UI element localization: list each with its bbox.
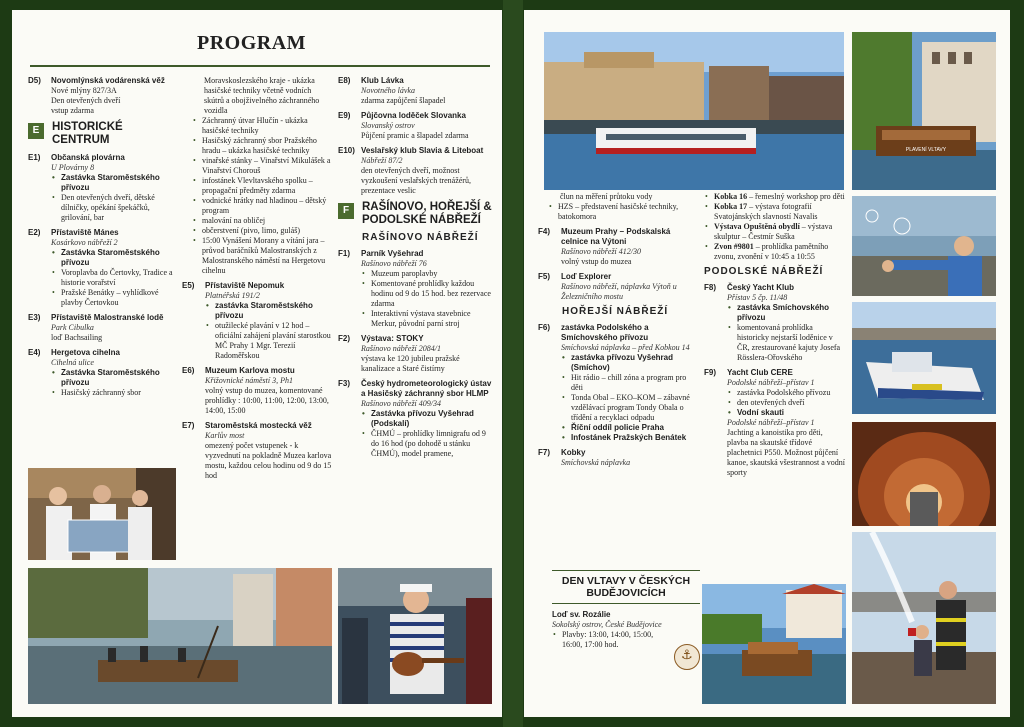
page-title: PROGRAM — [197, 32, 307, 54]
entry-e4-continued: Moravskoslezského kraje - ukázka hasičské techniky včetně vodních skútrů a obojživelného záchranného vozidla • Záchranný útvar Hlučín - ukázka hasičské techniky • Hasičský záchranný sbor Pražského hradu – ukázka hasičské techniky • vinařské stánky – Vinařství Mikulášek a Vinařství Chorouš • infostánek Vlevltavského spolku – propagační předměty zdarma • vodnické hrátky nad hladinou – dětský program • malování na obličej • občerstvení (pivo, limo, guláš) • 15:00 Vynášení Morany a vítání jara – průvod baráčníků Malostranských z Malostranského náměstí na Hergetovu cihelnu — [182, 76, 332, 276]
right-page — [524, 10, 1010, 717]
subsection-rasinovo: RAŠÍNOVO NÁBŘEŽÍ — [362, 232, 479, 243]
photo-sewer-tunnel — [852, 422, 996, 526]
photo-police-boat — [852, 302, 996, 414]
kobka-16-item: • Kobka 16 – řemeslný workshop pro děti — [704, 192, 846, 202]
entry-d5: D5) Novomlýnská vodárenská věž Nové mlýny 827/3A Den otevřených dveří vstup zdarma — [28, 76, 165, 115]
entry-f7: F7) Kobky Smíchovská náplavka — [538, 448, 631, 467]
left-page — [12, 10, 502, 717]
entry-e2: E2) Přístaviště Mánes Kosárkovo nábřeží 2 • Zastávka Staroměstského přívozu • Voroplavba do Čertovky, Tradice a historie vorařství • Pražské Benátky – vyhlídkové plavby Čertovkou — [28, 228, 176, 308]
entry-f6: F6) zastávka Podolského a Smíchovského přívozu Smíchovská náplavka – před Kobkou 14 • zastávka přívozu Vyšehrad (Smíchov) • Hit rádio – chill zóna a program pro děti • Tonda Obal – EKO–KOM – zábavné vzdělávací program Tondy Obala o třídění a recyklaci odpadu • Říční oddíl policie Praha • Infostánek Pražských Benátek — [538, 323, 698, 443]
subsection-horejsi: HOŘEJŠÍ NÁBŘEŽÍ — [562, 306, 669, 317]
entry-e10: E10) Veslařský klub Slavia & Liteboat Nábřeží 87/2 den otevřených dveří, možnost vyzkoušení veslařských trenážérů, prezentace veslic — [338, 146, 484, 195]
section-e-heading: E HISTORICKÉ CENTRUM — [28, 121, 176, 147]
exhibition-item: • Výstava Opuštěná obydlí – výstava skulptur – Čestmír Suška — [704, 222, 846, 242]
photo-fire-rescue-team — [28, 468, 176, 560]
photo-boat-plaveni-vltavy — [852, 32, 996, 190]
bell-item: • Zvon #9801 – prohlídka pamětního zvonu, zvonění v 10:45 a 10:55 — [704, 242, 846, 262]
photo-child-with-bubbles — [852, 196, 996, 296]
entry-f3-continued: člun na měření průtoku vody • HZS – představení hasičské techniky, batokomora — [538, 192, 698, 222]
kobky-list — [704, 192, 846, 262]
photo-raft-on-certovka — [28, 568, 332, 704]
book-spine — [503, 0, 523, 727]
left-column-2 — [182, 76, 332, 486]
entry-f3: F3) Český hydrometeorologický ústav a Hasičský záchranný sbor HLMP Rašínovo nábřeží 409/34 • Zastávka přívozu Vyšehrad (Podskalí) • ČHMÚ – prohlídky limnigrafu od 9 do 16 hod (po dohodě u stánku ČHMÚ), model pramene, — [338, 379, 492, 459]
entry-e7: E7) Staroměstská mostecká věž Karlův most omezený počet vstupenek - k vyzvednutí na pokladně Muzea karlova mostu, každou celou hodinu od 9 do 15 hod — [182, 421, 332, 480]
entry-e4: E4) Hergetova cihelna Cihelná ulice • Zastávka Staroměstského přívozu • Hasičský záchranný sbor — [28, 348, 176, 398]
anchor-icon — [674, 644, 700, 670]
entry-e6: E6) Muzeum Karlova mostu Křižovnické náměstí 3, Ph1 volný vstup do muzea, komentované prohlídky : 10:00, 11:00, 12:00, 13:00, 14:00, 15:00 — [182, 366, 329, 415]
entry-f1: F1) Parník Vyšehrad Rašínovo nábřeží 76 • Muzeum paroplavby • Komentované prohlídky každou hodinu od 9 do 15 hod. bez rezervace zdarma • Interaktivní výstava stavebnice Merkur, původní parní stroj — [338, 249, 492, 329]
entry-f9: F9) Yacht Club CERE Podolské nábřeží–přístav 1 • zastávka Podolského přívozu • den otevřených dveří • Vodní skauti Podolské nábřeží–přístav 1 Jachting a kanoistika pro děti, plavba na skautské třídové plachetnici P550. Možnost půjčení kanoe, skautská všestrannost a vodní sporty — [704, 368, 846, 478]
entry-f8: F8) Český Yacht Klub Přístav 5 čp. 11/48 • zastávka Smíchovského přívozu • komentovaná prohlídka historicky nejstarší loděnice v ČR, zrestaurované kajuty Josefa Rösslera-Ořovského — [704, 283, 846, 363]
entry-f4: F4) Muzeum Prahy – Podskalská celnice na Výtoni Rašínovo nábřeží 412/30 volný vstup do muzea — [538, 227, 671, 266]
budejovice-box — [552, 570, 700, 650]
left-column-3 — [338, 76, 492, 464]
kobka-17-item: • Kobka 17 – výstava fotografií Svatojánských slavností Navalis — [704, 202, 846, 222]
entry-e1: E1) Občanská plovárna U Plovárny 8 • Zastávka Staroměstského přívozu • Den otevřených dveří, dětské dílničky, opékání špekáčků, grilování, bar — [28, 153, 176, 223]
budejovice-details: Loď sv. Rozálie Sokolský ostrov, České Budějovice • Plavby: 13:00, 14:00, 15:00, 16:00, 17:00 hod. — [552, 610, 672, 650]
title-divider — [30, 65, 490, 67]
photo-rudolfinum-boats — [544, 32, 844, 190]
subsection-podolske: PODOLSKÉ NÁBŘEŽÍ — [704, 266, 824, 277]
budejovice-title: DEN VLTAVY V ČESKÝCH BUDĚJOVICÍCH — [552, 570, 700, 599]
entry-e5: E5) Přístaviště Nepomuk Platnéřská 191/2 • zastávka Staroměstského přívozu • otužilecké plavání v 12 hod – oficiální zahájení plavání starostkou MČ Prahy 1 Mgr. Terezií Radoměřskou — [182, 281, 332, 361]
left-column-1 — [28, 76, 176, 403]
right-column-2 — [704, 192, 846, 483]
boat-sign-text: PLAVENÍ VLTAVY — [905, 147, 947, 153]
entry-e9: E9) Půjčovna loděček Slovanka Slovanský ostrov Půjčení pramic a šlapadel zdarma — [338, 111, 469, 140]
section-f-heading: F RAŠÍNOVO, HOŘEJŠÍ & PODOLSKÉ NÁBŘEŽÍ — [338, 201, 492, 227]
right-column-1 — [538, 192, 698, 473]
entry-f2: F2) Výstava: STOKY Rašínovo nábřeží 2084/1 výstava ke 120 jubileu pražské kanalizace a Staré čistírny — [338, 334, 460, 373]
entry-f5: F5) Loď Explorer Rašínovo nábřeží, náplavka Výtoň u Železničního mostu — [538, 272, 677, 301]
entry-e8: E8) Klub Lávka Novotného lávka zdarma zapůjčení šlapadel — [338, 76, 446, 105]
photo-rozalie-boat — [702, 584, 846, 704]
budejovice-divider — [552, 603, 700, 604]
photo-firefighter-with-child — [852, 532, 996, 704]
entry-e3: E3) Přístaviště Malostranské lodě Park Cibulka loď Bachsailing — [28, 313, 164, 342]
photo-guitarist — [338, 568, 492, 704]
